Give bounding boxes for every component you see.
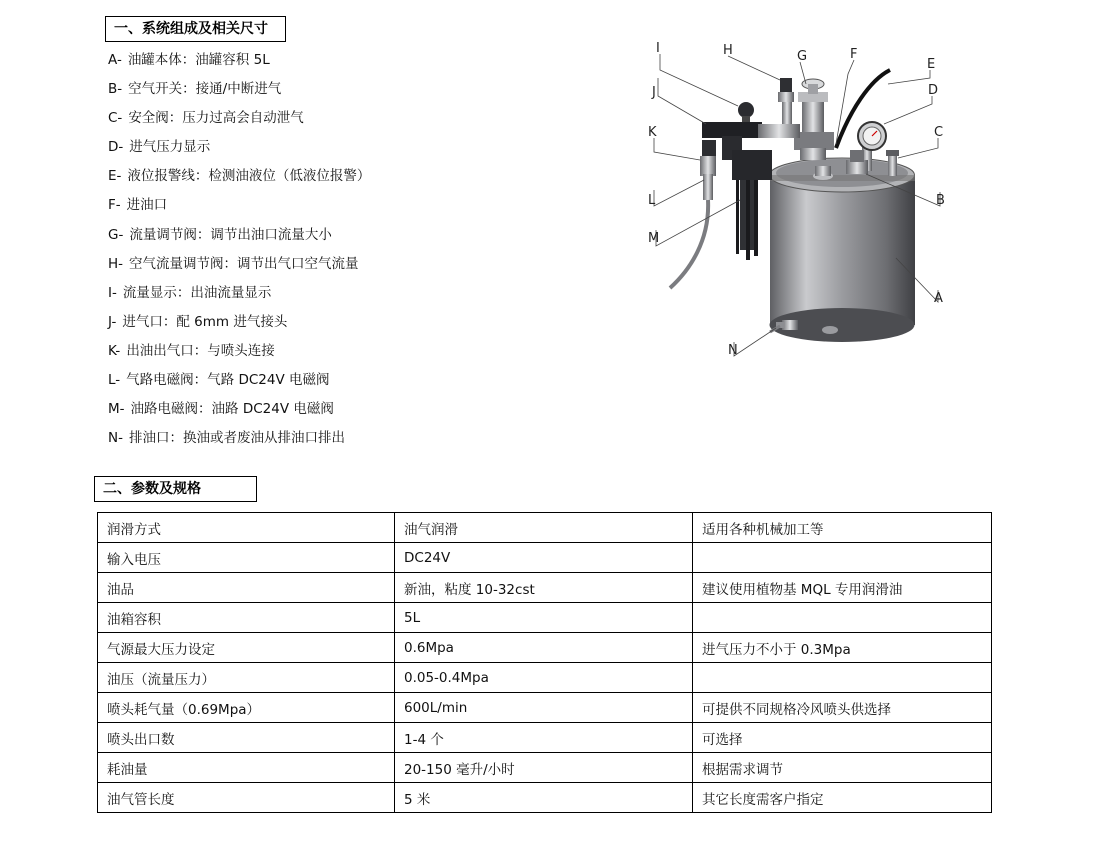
part-item-d (108, 133, 588, 162)
air-flow-valve (778, 78, 794, 124)
param-name: 润滑方式 (98, 513, 395, 543)
label-m: M (648, 231, 660, 246)
part-description: 空气流量调节阀：调节出气口空气流量 (129, 255, 359, 272)
param-value: 0.05-0.4Mpa (395, 663, 693, 693)
part-description: 油罐本体：油罐容积 5L (127, 52, 270, 68)
part-item-c (108, 104, 588, 133)
spec-table (97, 512, 992, 813)
part-description: 流量调节阀：调节出油口流量大小 (129, 226, 332, 243)
param-name: 耗油量 (98, 753, 395, 783)
label-i: I (656, 41, 660, 56)
label-n: N (728, 343, 738, 358)
part-code: H- (108, 255, 124, 272)
outlet-hose (670, 200, 708, 288)
param-name: 油气管长度 (98, 783, 395, 813)
param-note: 适用各种机械加工等 (693, 513, 992, 543)
param-value: DC24V (395, 543, 693, 573)
label-g: G (797, 49, 808, 64)
table-row (98, 693, 992, 723)
param-name: 油压（流量压力） (98, 663, 395, 693)
label-e: E (927, 57, 936, 72)
part-code: G- (108, 226, 124, 243)
label-f: F (850, 47, 858, 62)
param-value: 新油，粘度 10-32cst (395, 573, 693, 603)
param-name: 喷头出口数 (98, 723, 395, 753)
part-code: K- (108, 342, 121, 359)
param-name: 输入电压 (98, 543, 395, 573)
part-description: 出油出气口：与喷头连接 (126, 342, 275, 359)
part-description: 进气压力显示 (129, 139, 211, 156)
table-row (98, 663, 992, 693)
param-note: 可选择 (693, 723, 992, 753)
param-value: 1-4 个 (395, 723, 693, 753)
label-j: J (652, 85, 656, 100)
param-note (693, 603, 992, 633)
part-item-j (108, 308, 588, 337)
part-code: F- (108, 197, 121, 214)
part-item-m (108, 395, 588, 424)
part-description: 流量显示：出油流量显示 (122, 284, 272, 301)
table-row (98, 783, 992, 813)
solenoid-valves (732, 150, 772, 260)
param-value: 油气润滑 (395, 513, 693, 543)
part-item-l (108, 366, 588, 395)
param-note: 其它长度需客户指定 (693, 783, 992, 813)
param-name: 油品 (98, 573, 395, 603)
table-row (98, 603, 992, 633)
part-code: I- (108, 284, 117, 301)
part-item-n (108, 424, 588, 453)
param-name: 喷头耗气量（0.69Mpa） (98, 693, 395, 723)
part-code: C- (108, 110, 123, 127)
param-note: 进气压力不小于 0.3Mpa (693, 633, 992, 663)
param-note (693, 543, 992, 573)
part-item-h (108, 250, 588, 279)
param-note: 建议使用植物基 MQL 专用润滑油 (693, 573, 992, 603)
part-code: M- (108, 401, 125, 418)
section-title-system-composition: 一、系统组成及相关尺寸 (105, 16, 286, 42)
section-title-parameters: 二、参数及规格 (94, 476, 257, 502)
oil-fill-cap (813, 166, 833, 180)
part-description: 液位报警线：检测油液位（低液位报警） (127, 168, 371, 185)
part-description: 进油口 (126, 197, 168, 214)
param-note (693, 663, 992, 693)
part-item-b (108, 75, 588, 104)
flow-regulator-assembly (794, 79, 834, 160)
part-code: L- (108, 372, 121, 389)
part-code: J- (108, 313, 117, 330)
part-item-a (108, 46, 588, 75)
param-value: 5L (395, 603, 693, 633)
label-b: B (936, 193, 945, 208)
param-name: 气源最大压力设定 (98, 633, 395, 663)
table-row (98, 633, 992, 663)
label-h: H (723, 43, 733, 58)
param-name: 油箱容积 (98, 603, 395, 633)
part-code: A- (108, 52, 122, 68)
part-description: 空气开关：接通/中断进气 (128, 81, 282, 98)
param-value: 20-150 毫升/小时 (395, 753, 693, 783)
param-note: 可提供不同规格冷风喷头供选择 (693, 693, 992, 723)
part-code: E- (108, 168, 122, 185)
param-note: 根据需求调节 (693, 753, 992, 783)
label-a: A (934, 291, 943, 306)
part-item-f (108, 191, 588, 220)
table-row (98, 723, 992, 753)
label-l: L (648, 193, 656, 208)
lubricator-diagram (640, 40, 960, 360)
table-row (98, 513, 992, 543)
param-value: 5 米 (395, 783, 693, 813)
part-description: 排油口：换油或者废油从排油口排出 (128, 430, 345, 447)
table-row (98, 753, 992, 783)
part-code: D- (108, 139, 124, 156)
part-item-g (108, 221, 588, 250)
parts-list (108, 46, 588, 453)
part-description: 油路电磁阀：油路 DC24V 电磁阀 (130, 401, 334, 418)
part-item-i (108, 279, 588, 308)
part-description: 气路电磁阀：气路 DC24V 电磁阀 (126, 372, 330, 389)
part-item-k (108, 337, 588, 366)
part-code: N- (108, 430, 123, 447)
part-code: B- (108, 81, 123, 98)
param-value: 0.6Mpa (395, 633, 693, 663)
label-k: K (648, 125, 657, 140)
outlet-connector (700, 140, 716, 200)
label-c: C (934, 125, 944, 140)
table-row (98, 573, 992, 603)
part-description: 安全阀：压力过高会自动泄气 (128, 110, 304, 127)
part-description: 进气口：配 6mm 进气接头 (122, 313, 288, 330)
table-row (98, 543, 992, 573)
part-item-e (108, 162, 588, 191)
param-value: 600L/min (395, 693, 693, 723)
label-d: D (928, 83, 939, 98)
